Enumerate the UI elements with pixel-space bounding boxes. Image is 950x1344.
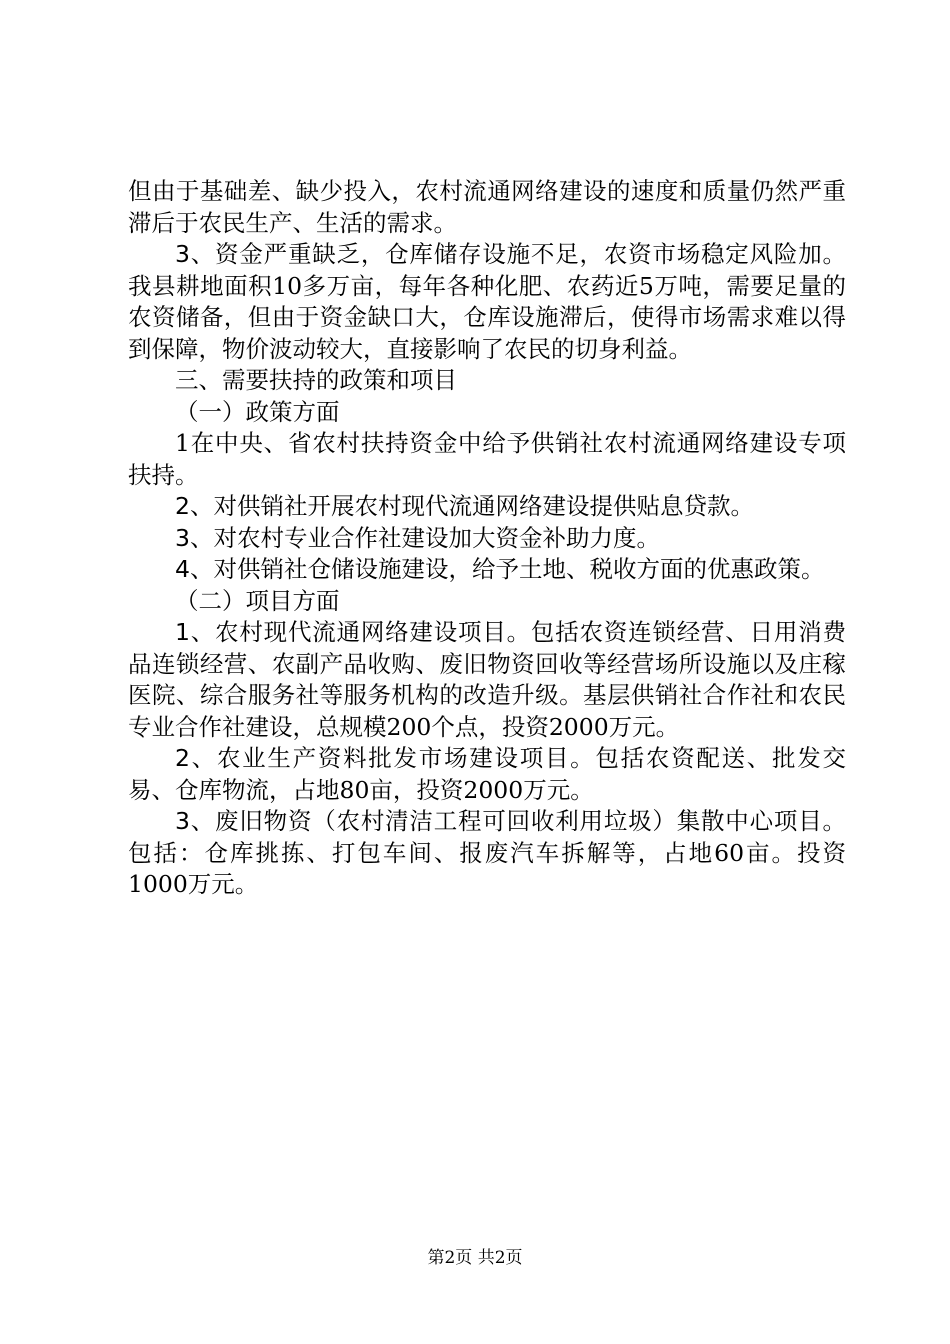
project-body: 包括：仓库挑拣、打包车间、报废汽车拆解等，占地60亩。投资1000万元。 (128, 838, 846, 898)
paragraph-funding-shortage (128, 239, 846, 365)
policy-item-3: 3、对农村专业合作社建设加大资金补助力度。 (175, 523, 660, 552)
subsection-heading-project: （二）项目方面 (175, 586, 340, 615)
page-footer (0, 1243, 950, 1268)
paragraph-lead: 3、资金严重缺乏，仓库储存设施不足，农资市场稳定风险加。 (175, 240, 846, 268)
policy-item-1: 1在中央、省农村扶持资金中给予供销社农村流通网络建设专项扶持。 (128, 429, 846, 489)
project-lead: 3、废旧物资（农村清洁工程可回收利用垃圾）集散中心项目。 (175, 807, 846, 835)
policy-item-2: 2、对供销社开展农村现代流通网络建设提供贴息贷款。 (175, 492, 754, 520)
policy-item-4: 4、对供销社仓储设施建设，给予土地、税收方面的优惠政策。 (175, 555, 825, 583)
document-body (128, 176, 846, 901)
paragraph-body: 我县耕地面积10多万亩，每年各种化肥、农药近5万吨，需要足量的农资储备，但由于资金缺口大，仓库设施滞后，使得市场需求难以得到保障，物价波动较大，直接影响了农民的切身利益。 (128, 271, 846, 363)
paragraph-continuation: 但由于基础差、缺少投入，农村流通网络建设的速度和质量仍然严重滞后于农民生产、生活的需求。 (128, 177, 846, 237)
project-body: 包括农资连锁经营、日用消费品连锁经营、农副产品收购、废旧物资回收等经营场所设施以及庄稼医院、综合服务社等服务机构的改造升级。基层供销社合作社和农民专业合作社建设，总规模200个点，投资2000万元。 (128, 618, 846, 741)
project-item-3 (128, 806, 846, 901)
project-body: 包括农资配送、批发交易、仓库物流，占地80亩，投资2000万元。 (128, 744, 846, 804)
project-lead: 1、农村现代流通网络建设项目。 (175, 618, 531, 646)
project-item-1 (128, 617, 846, 743)
section-heading-3: 三、需要扶持的政策和项目 (175, 366, 457, 394)
subsection-heading-policy: （一）政策方面 (175, 397, 340, 426)
project-item-2 (128, 743, 846, 806)
page-number: 第2页 共2页 (427, 1248, 523, 1268)
project-lead: 2、农业生产资料批发市场建设项目。 (175, 744, 596, 772)
